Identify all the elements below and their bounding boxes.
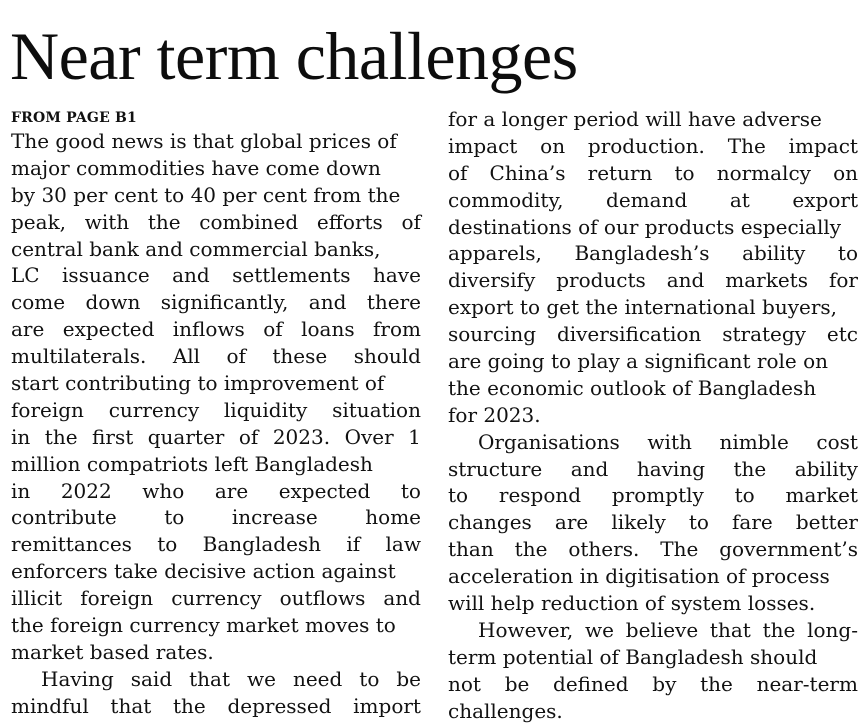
word: remittances: [11, 532, 132, 557]
text-line: acceleration in digitisation of process: [448, 564, 830, 589]
text-line: [448, 187, 858, 214]
word: be: [396, 666, 421, 691]
word: having: [636, 456, 705, 481]
word: long-: [807, 617, 858, 642]
word: LC: [11, 263, 40, 288]
word: by: [652, 671, 677, 696]
word: Bangladesh’s: [574, 241, 710, 266]
text-line: [11, 531, 421, 558]
word: diversify: [448, 268, 536, 293]
word: inflows: [172, 317, 245, 342]
word: expected: [62, 317, 155, 342]
text-line: term potential of Bangladesh should: [448, 644, 818, 669]
word: currency: [108, 397, 200, 422]
text-line: [448, 671, 858, 698]
word: 2023.: [272, 424, 331, 449]
word: the: [733, 456, 767, 481]
word: down: [85, 290, 141, 315]
word: and: [308, 290, 347, 315]
word: are: [214, 478, 249, 503]
text-line: [448, 160, 858, 187]
word: first: [92, 424, 134, 449]
word: currency: [171, 586, 262, 611]
word: products: [556, 268, 646, 293]
text-line: [11, 585, 421, 612]
text-line: [448, 617, 858, 644]
word: Bangladesh: [202, 532, 322, 557]
text-line: [11, 504, 421, 531]
text-line: [448, 240, 858, 267]
text-line: for a longer period will have adverse: [448, 107, 822, 131]
word: 2022: [60, 478, 112, 503]
word: others.: [568, 537, 640, 562]
word: should: [353, 344, 421, 369]
text-line: enforcers take decisive action against: [11, 559, 396, 584]
text-line: [11, 397, 421, 424]
word: of: [448, 160, 468, 185]
article-column-right: [448, 106, 858, 724]
word: impact: [448, 133, 518, 158]
word: near-term: [756, 671, 858, 696]
text-line: for 2023.: [448, 402, 541, 427]
word: of: [401, 209, 421, 234]
word: The: [660, 537, 699, 562]
word: situation: [332, 397, 421, 422]
headline: Near term challenges: [10, 18, 578, 94]
word: believe: [625, 617, 699, 642]
word: the: [762, 617, 796, 642]
word: multilaterals.: [11, 344, 147, 369]
word: issuance: [62, 263, 150, 288]
word: China’s: [489, 160, 566, 185]
text-line: the foreign currency market moves to: [11, 613, 396, 638]
word: the: [514, 537, 548, 562]
word: on: [833, 160, 858, 185]
word: in: [11, 478, 31, 503]
word: home: [365, 505, 421, 530]
word: foreign: [11, 397, 84, 422]
word: to: [157, 532, 178, 557]
word: combined: [199, 209, 299, 234]
word: not: [448, 671, 481, 696]
word: are: [554, 510, 589, 535]
word: we: [585, 617, 615, 642]
word: ability: [742, 241, 806, 266]
word: with: [647, 429, 692, 454]
word: contribute: [11, 505, 117, 530]
word: sourcing: [448, 322, 537, 347]
word: with: [84, 209, 130, 234]
word: from: [373, 317, 421, 342]
word: of: [238, 424, 259, 449]
text-line: market based rates.: [11, 639, 214, 664]
word: 1: [408, 424, 421, 449]
text-line: export to get the international buyers,: [448, 295, 838, 320]
word: depressed: [227, 693, 332, 718]
word: we: [246, 666, 276, 691]
word: normalcy: [716, 160, 811, 185]
text-line: [448, 509, 858, 536]
word: of: [263, 317, 283, 342]
word: illicit: [11, 586, 63, 611]
word: that: [110, 693, 152, 718]
word: Over: [344, 424, 394, 449]
text-line: [448, 429, 858, 456]
word: there: [366, 290, 421, 315]
word: to: [734, 483, 755, 508]
word: market: [785, 483, 858, 508]
text-line: [448, 133, 858, 160]
word: etc: [826, 322, 858, 347]
word: defined: [553, 671, 629, 696]
word: markets: [725, 268, 808, 293]
word: increase: [231, 505, 318, 530]
word: production.: [587, 133, 705, 158]
word: for: [828, 268, 858, 293]
text-line: [11, 424, 421, 451]
word: to: [837, 241, 858, 266]
word: Organisations: [478, 429, 620, 454]
word: to: [688, 510, 709, 535]
word: the: [44, 424, 78, 449]
word: said: [130, 666, 173, 691]
text-line: The good news is that global prices of: [11, 129, 397, 153]
word: better: [795, 510, 858, 535]
text-line: will help reduction of system losses.: [448, 591, 816, 616]
word: the: [147, 209, 181, 234]
word: loans: [301, 317, 355, 342]
word: and: [666, 268, 705, 293]
word: diversification: [556, 322, 702, 347]
text-line: [11, 316, 421, 343]
text-line: [11, 289, 421, 316]
word: However,: [478, 617, 574, 642]
word: cost: [816, 429, 858, 454]
word: fare: [732, 510, 773, 535]
text-line: [448, 267, 858, 294]
text-line: [11, 262, 421, 289]
word: All: [172, 344, 201, 369]
text-line: [11, 666, 421, 693]
word: significantly,: [160, 290, 289, 315]
word: efforts: [316, 209, 383, 234]
word: return: [587, 160, 653, 185]
word: mindful: [11, 693, 89, 718]
word: to: [359, 666, 380, 691]
text-line: [448, 456, 858, 483]
word: of: [226, 344, 246, 369]
text-line: start contributing to improvement of: [11, 371, 385, 396]
word: to: [400, 478, 421, 503]
word: on: [540, 133, 566, 158]
word: that: [189, 666, 230, 691]
word: promptly: [611, 483, 704, 508]
kicker: FROM PAGE B1: [11, 110, 137, 126]
word: The: [727, 133, 766, 158]
word: settlements: [232, 263, 351, 288]
word: and: [570, 456, 609, 481]
text-line: challenges.: [448, 698, 563, 723]
word: at: [729, 187, 750, 212]
word: government’s: [719, 537, 858, 562]
word: are: [11, 317, 45, 342]
word: Having: [41, 666, 114, 691]
word: respond: [498, 483, 582, 508]
text-line: [448, 536, 858, 563]
word: the: [700, 671, 733, 696]
word: ability: [794, 456, 858, 481]
word: to: [674, 160, 695, 185]
column-lines: [11, 128, 421, 720]
text-line: [11, 693, 421, 720]
word: law: [385, 532, 421, 557]
word: import: [353, 693, 421, 718]
word: liquidity: [223, 397, 308, 422]
word: these: [272, 344, 328, 369]
word: demand: [606, 187, 688, 212]
text-line: major commodities have come down: [11, 155, 381, 180]
word: have: [373, 263, 421, 288]
word: changes: [448, 510, 532, 535]
article-column-left: [11, 108, 421, 720]
word: foreign: [80, 586, 154, 611]
word: to: [448, 483, 469, 508]
word: likely: [611, 510, 666, 535]
text-line: central bank and commercial banks,: [11, 236, 381, 261]
text-line: [448, 482, 858, 509]
word: impact: [788, 133, 858, 158]
text-line: million compatriots left Bangladesh: [11, 451, 373, 476]
word: who: [142, 478, 185, 503]
text-line: [11, 343, 421, 370]
word: structure: [448, 456, 543, 481]
word: to: [164, 505, 185, 530]
word: nimble: [719, 429, 789, 454]
word: expected: [278, 478, 371, 503]
word: need: [292, 666, 343, 691]
word: come: [11, 290, 66, 315]
word: apparels,: [448, 241, 542, 266]
word: that: [709, 617, 751, 642]
word: in: [11, 424, 31, 449]
text-line: [448, 321, 858, 348]
word: commodity,: [448, 187, 564, 212]
text-line: by 30 per cent to 40 per cent from the: [11, 182, 401, 207]
column-lines: [448, 106, 858, 724]
word: quarter: [147, 424, 225, 449]
word: the: [173, 693, 206, 718]
word: strategy: [722, 322, 806, 347]
word: than: [448, 537, 494, 562]
text-line: [11, 209, 421, 236]
word: and: [383, 586, 421, 611]
text-line: the economic outlook of Bangladesh: [448, 375, 817, 400]
word: outflows: [279, 586, 366, 611]
word: export: [792, 187, 858, 212]
text-line: [11, 478, 421, 505]
text-line: destinations of our products especially: [448, 214, 842, 239]
word: and: [172, 263, 210, 288]
word: be: [504, 671, 530, 696]
text-line: are going to play a significant role on: [448, 349, 829, 374]
word: peak,: [11, 209, 67, 234]
word: if: [346, 532, 361, 557]
